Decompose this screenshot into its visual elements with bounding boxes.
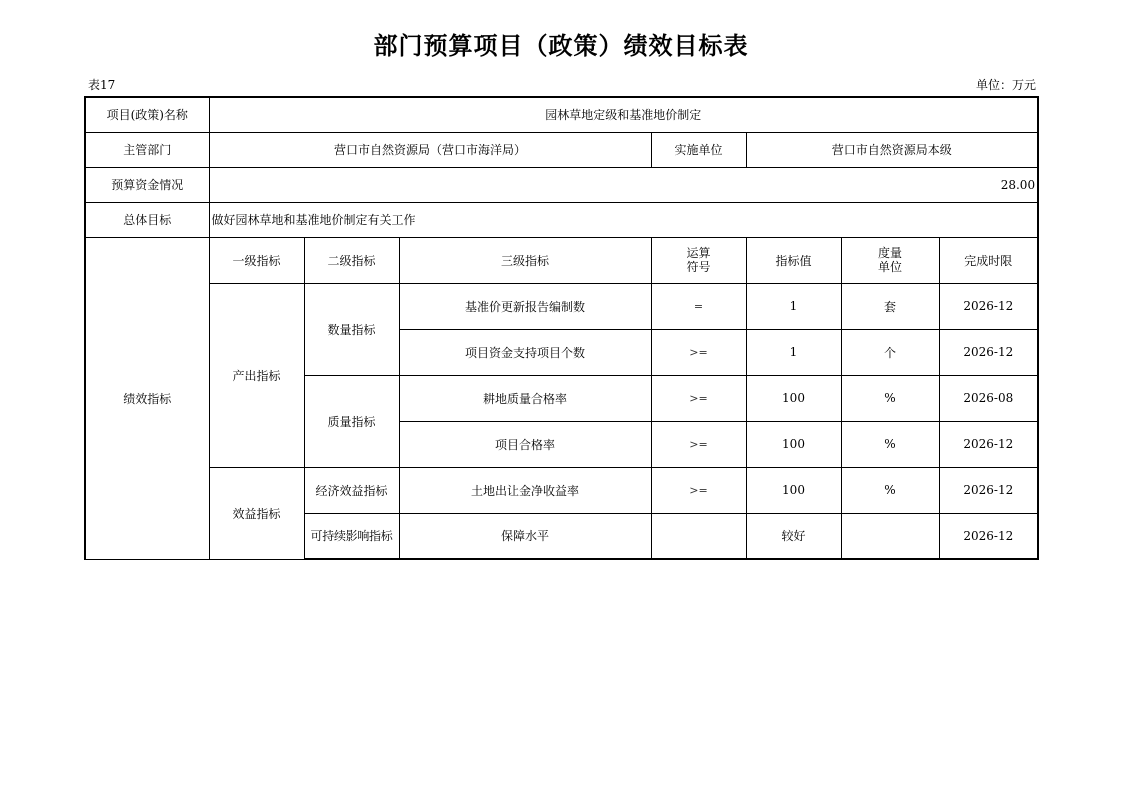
department-value: 营口市自然资源局（营口市海洋局）: [209, 132, 651, 167]
header-measure-unit-line1: 度量: [877, 246, 902, 260]
group-sustainable: 可持续影响指标: [304, 513, 399, 559]
deadline-cell: 2026-08: [939, 375, 1038, 421]
project-name-row: [85, 97, 1038, 132]
header-level3: 三级指标: [399, 237, 651, 283]
deadline-cell: 2026-12: [939, 513, 1038, 559]
implementer-value: 营口市自然资源局本级: [746, 132, 1038, 167]
group-quality: 质量指标: [304, 375, 399, 467]
operator-cell: [651, 513, 746, 559]
header-row: [85, 237, 1038, 283]
header-operator-line2: 符号: [686, 260, 711, 274]
group-quantity: 数量指标: [304, 283, 399, 375]
performance-target-table: [84, 96, 1039, 560]
group-economic: 经济效益指标: [304, 467, 399, 513]
unit-cell: [841, 513, 939, 559]
indicator-cell: 保障水平: [399, 513, 651, 559]
indicator-cell: 项目资金支持项目个数: [399, 329, 651, 375]
header-deadline: 完成时限: [939, 237, 1038, 283]
value-cell: 100: [746, 375, 841, 421]
overall-goal-value: 做好园林草地和基准地价制定有关工作: [209, 202, 1038, 237]
deadline-cell: 2026-12: [939, 283, 1038, 329]
value-cell: 100: [746, 421, 841, 467]
project-name-value: 园林草地定级和基准地价制定: [209, 97, 1038, 132]
header-level1: 一级指标: [209, 237, 304, 283]
overall-goal-row: [85, 202, 1038, 237]
unit-cell: %: [841, 421, 939, 467]
overall-goal-label: 总体目标: [85, 202, 209, 237]
header-level2: 二级指标: [304, 237, 399, 283]
value-cell: 1: [746, 329, 841, 375]
header-operator: [651, 237, 746, 283]
header-operator-line1: 运算: [686, 246, 711, 260]
indicator-cell: 基准价更新报告编制数: [399, 283, 651, 329]
deadline-cell: 2026-12: [939, 329, 1038, 375]
unit-cell: %: [841, 467, 939, 513]
page-title: 部门预算项目（政策）绩效目标表: [373, 32, 749, 60]
operator-cell: >=: [651, 329, 746, 375]
operator-cell: >=: [651, 375, 746, 421]
deadline-cell: 2026-12: [939, 421, 1038, 467]
group-benefit: 效益指标: [209, 467, 304, 559]
value-cell: 100: [746, 467, 841, 513]
header-target-value: 指标值: [746, 237, 841, 283]
budget-value: 28.00: [209, 167, 1038, 202]
project-name-label: 项目(政策)名称: [85, 97, 209, 132]
department-label: 主管部门: [85, 132, 209, 167]
budget-row: [85, 167, 1038, 202]
indicator-cell: 土地出让金净收益率: [399, 467, 651, 513]
operator-cell: >=: [651, 467, 746, 513]
operator-cell: >=: [651, 421, 746, 467]
table-row: [85, 467, 1038, 513]
table-number: 表17: [88, 78, 116, 92]
budget-label: 预算资金情况: [85, 167, 209, 202]
header-measure-unit: [841, 237, 939, 283]
value-cell: 1: [746, 283, 841, 329]
operator-cell: =: [651, 283, 746, 329]
indicator-cell: 耕地质量合格率: [399, 375, 651, 421]
group-output: 产出指标: [209, 283, 304, 467]
unit-cell: 套: [841, 283, 939, 329]
department-row: [85, 132, 1038, 167]
indicator-cell: 项目合格率: [399, 421, 651, 467]
unit-label: 单位：万元: [975, 78, 1036, 92]
deadline-cell: 2026-12: [939, 467, 1038, 513]
value-cell: 较好: [746, 513, 841, 559]
implementer-label: 实施单位: [651, 132, 746, 167]
performance-label: 绩效指标: [85, 237, 209, 559]
unit-cell: 个: [841, 329, 939, 375]
header-measure-unit-line2: 单位: [877, 260, 902, 274]
table-row: [85, 283, 1038, 329]
unit-cell: %: [841, 375, 939, 421]
